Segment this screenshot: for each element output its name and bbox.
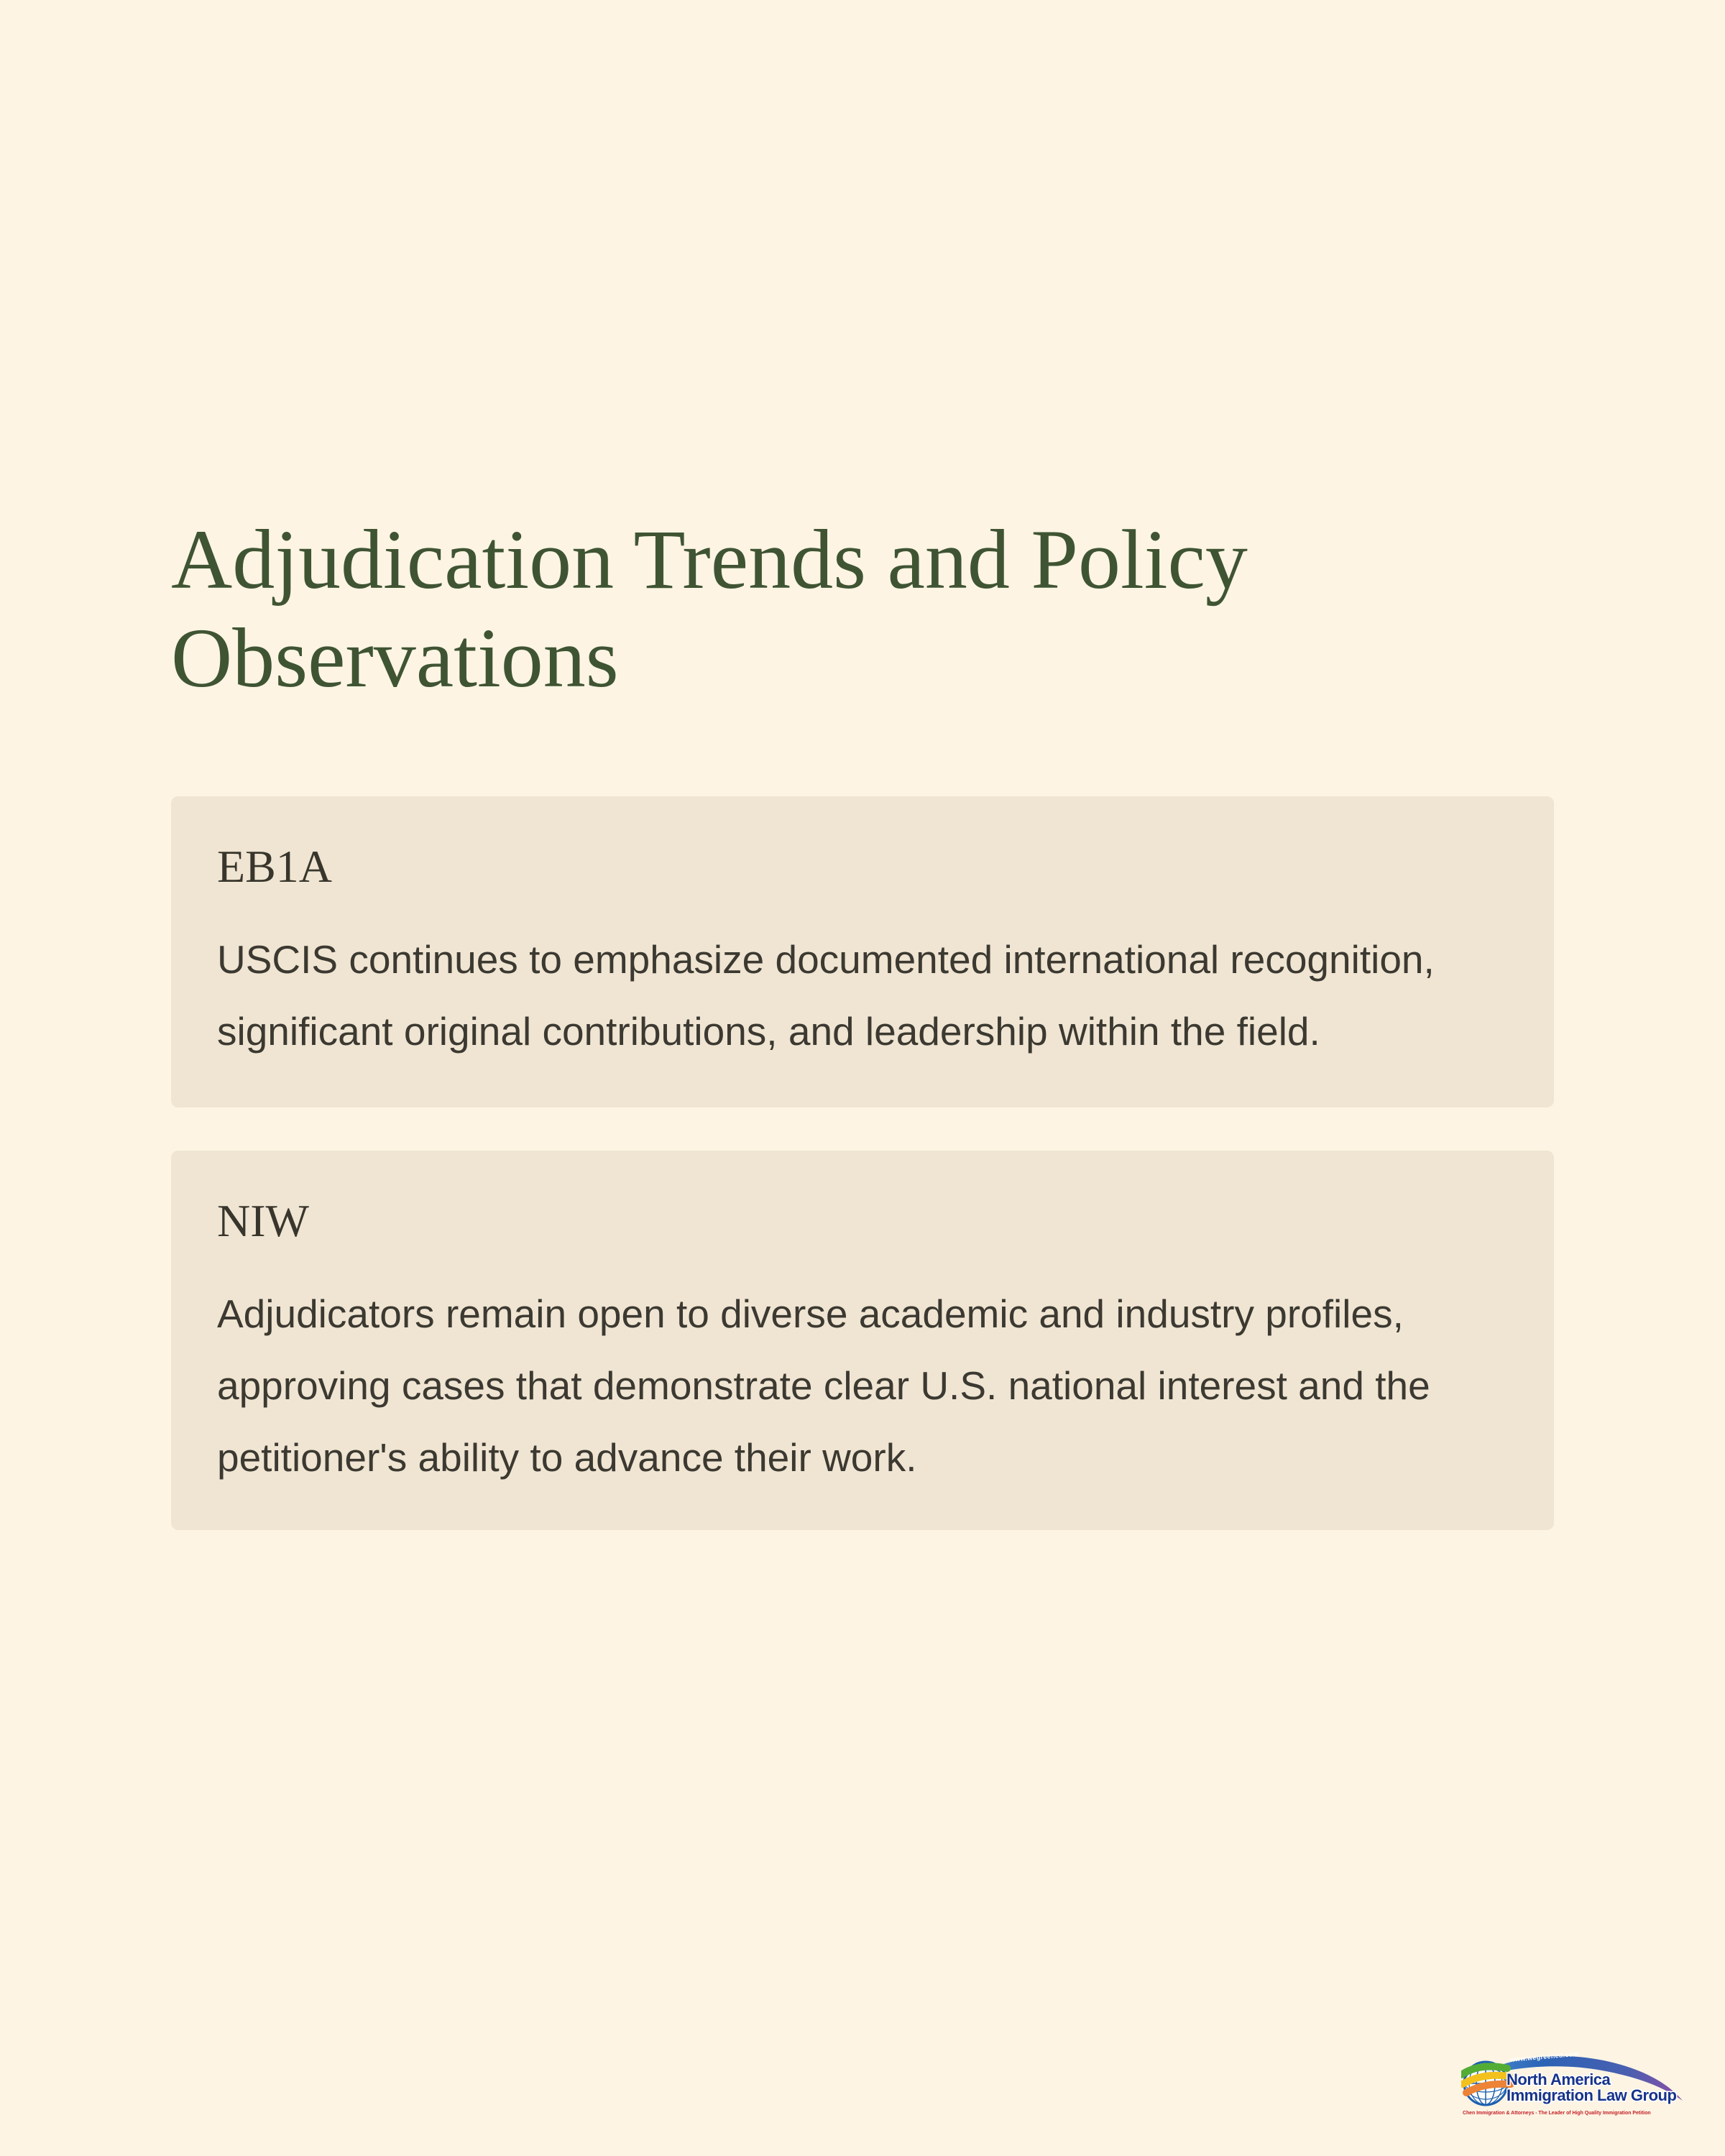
logo-tagline: Chen Immigration & Attorneys - The Leader of High Quality Immigration Petition [1463,2111,1651,2116]
page-title-line-2: Observations [171,611,619,705]
card-niw-body-line-2: approving cases that demonstrate clear U.S. national interest and the [217,1363,1430,1408]
card-eb1a [171,796,1554,1107]
card-niw-body-line-1: Adjudicators remain open to diverse academic and industry profiles, [217,1291,1404,1336]
card-niw [171,1151,1554,1530]
card-eb1a-body-line-1: USCIS continues to emphasize documented international recognition, [217,937,1435,982]
page-title [171,510,1248,707]
logo-url-text: www.wegreened.com [1509,2050,1580,2063]
card-niw-heading: NIW [217,1195,309,1246]
card-eb1a-heading: EB1A [217,841,332,892]
card-niw-body [217,1278,1508,1493]
logo-name-line-2: Immigration Law Group [1506,2086,1677,2104]
logo-north-america-immigration-law-group [1461,2050,1684,2119]
card-eb1a-body-line-2: significant original contributions, and leadership within the field. [217,1009,1320,1054]
card-eb1a-body [217,923,1508,1067]
logo-name-line-1: North America [1506,2070,1611,2088]
page-title-line-1: Adjudication Trends and Policy [171,512,1248,607]
card-niw-body-line-3: petitioner's ability to advance their work. [217,1435,917,1480]
logo-graphic [1461,2050,1684,2119]
